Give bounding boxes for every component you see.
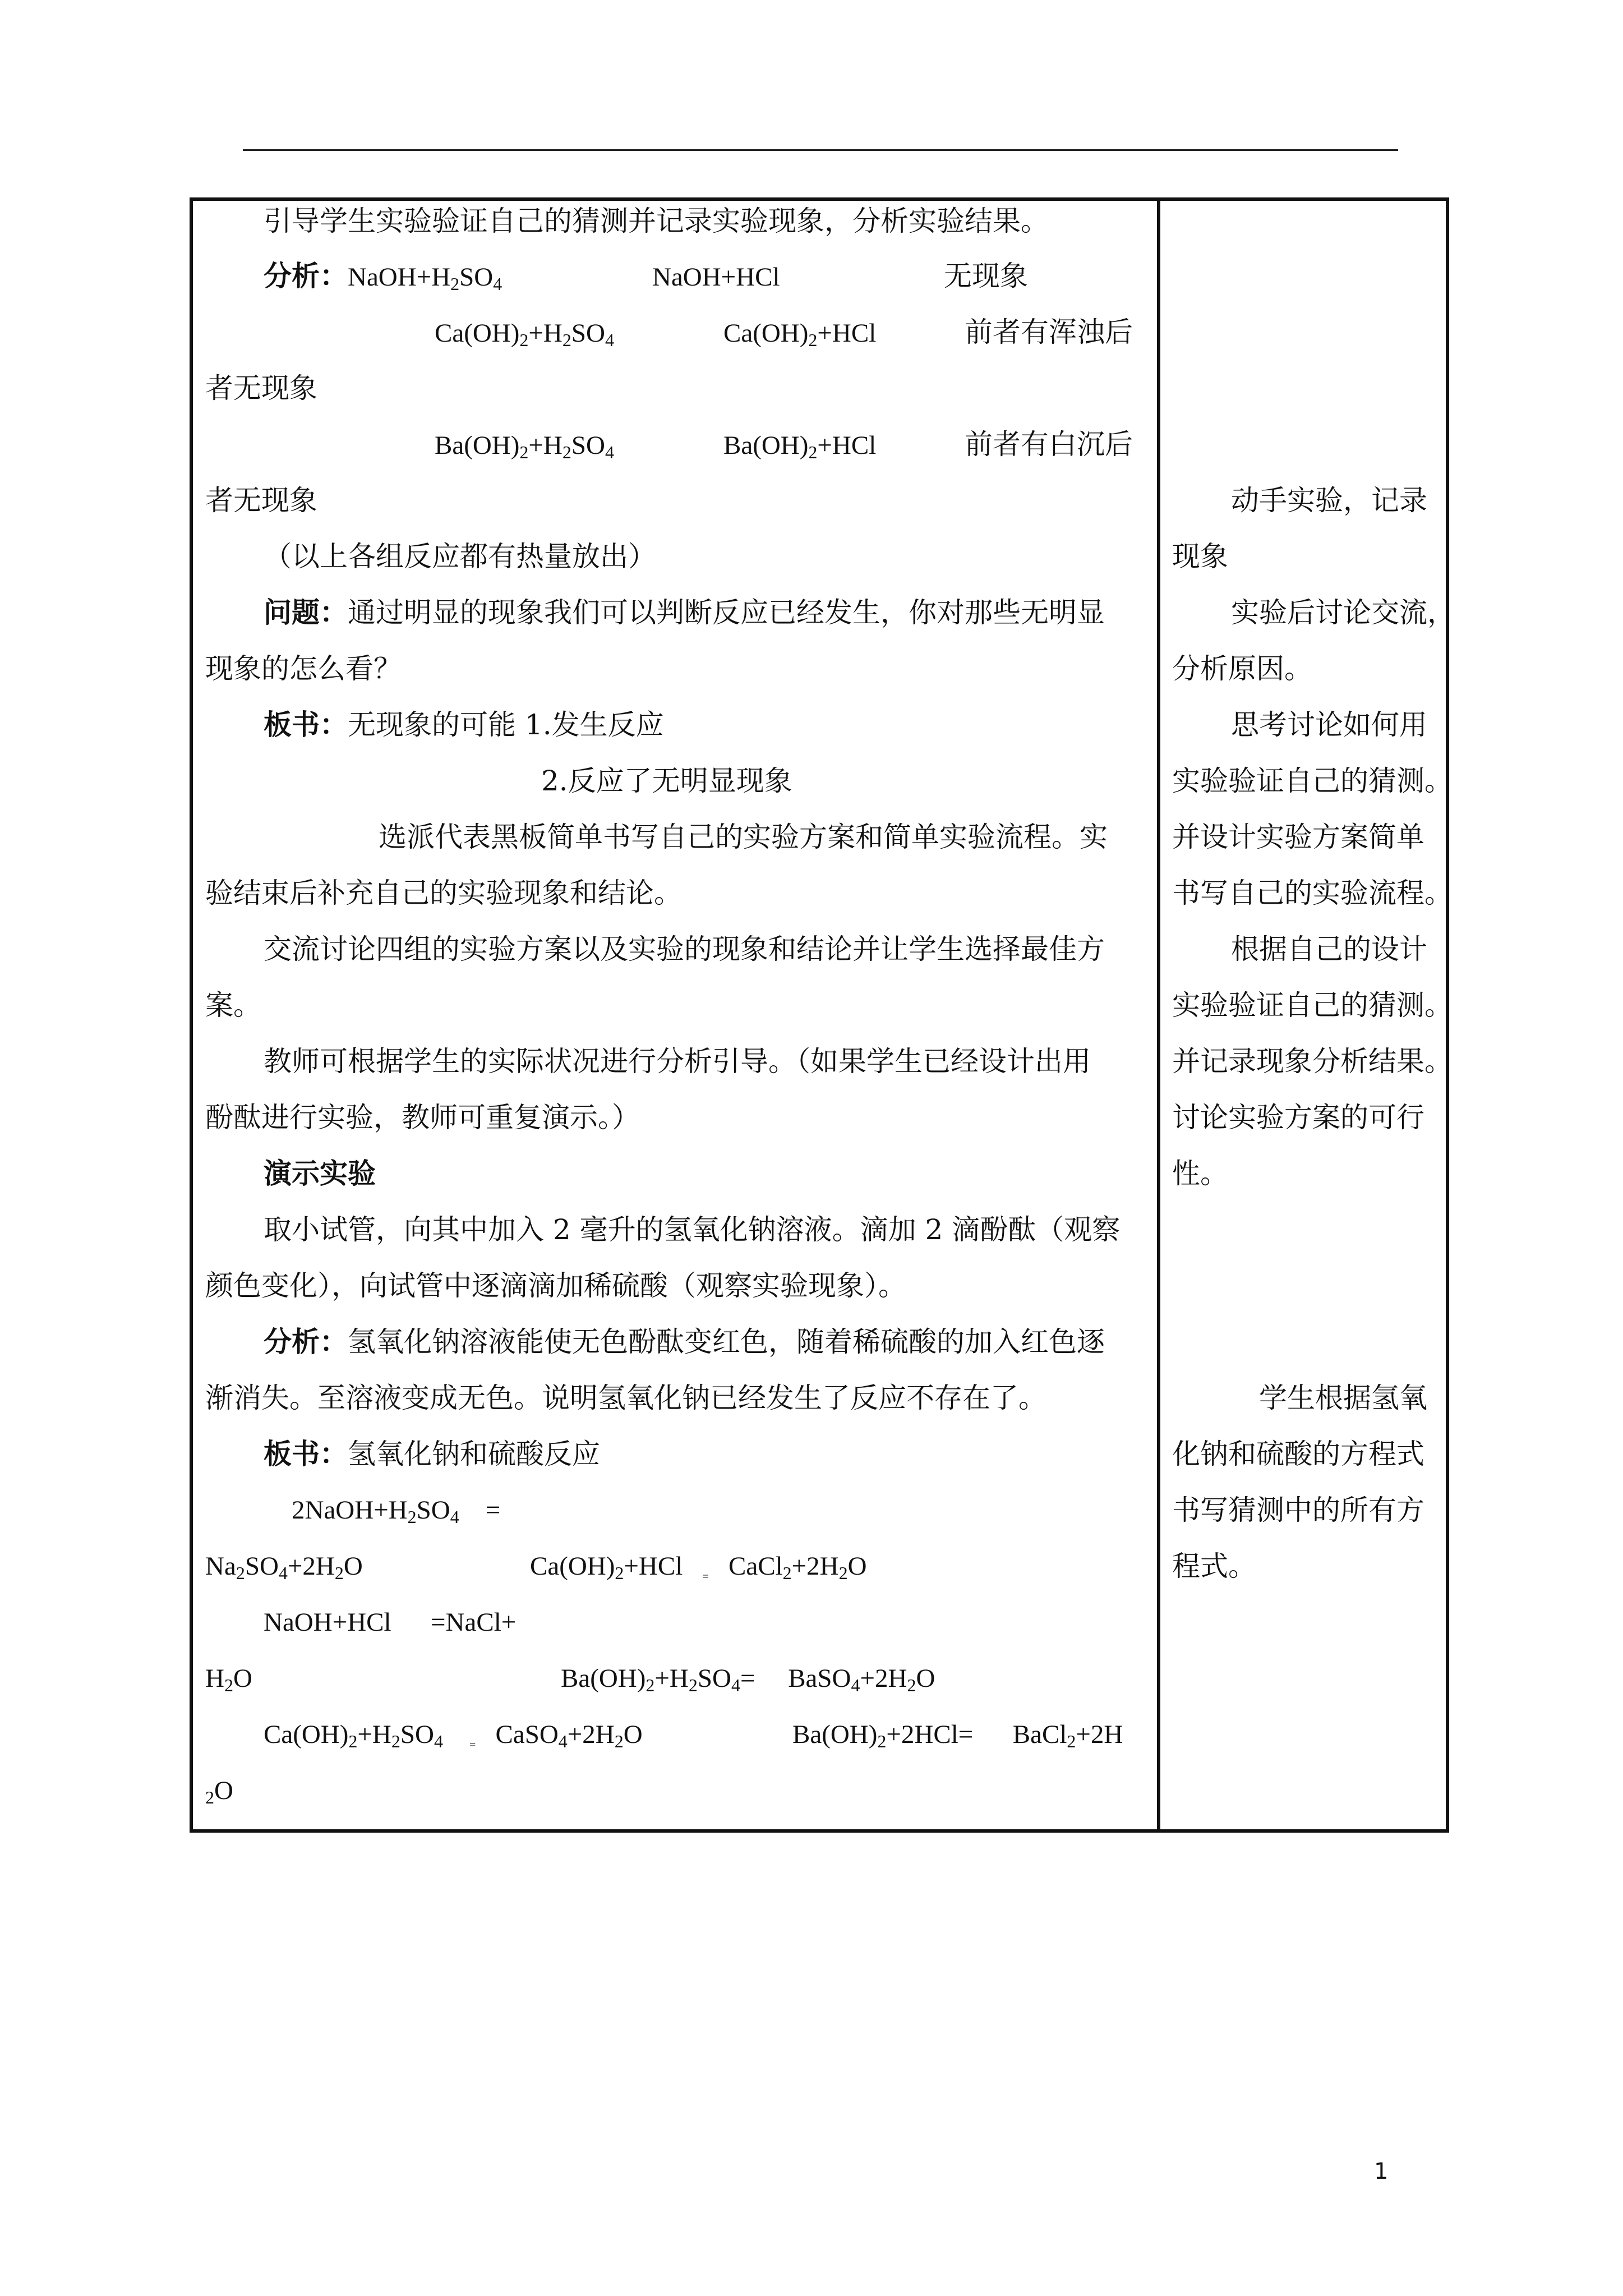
equation-baoh2-h2so4: $Ba(OH)_2+H_2SO_4$ bbox=[435, 431, 614, 462]
equation-naoh-h2so4: $NaOH+H_2SO_4$ bbox=[348, 263, 502, 294]
intro-text: 引导学生实验验证自己的猜测并记录实验现象，分析实验结果。 bbox=[264, 205, 1049, 237]
demo-text-line2: 颜色变化），向试管中逐滴滴加稀硫酸（观察实验现象）。 bbox=[205, 1269, 906, 1302]
activity-line-6: 实验验证自己的猜测。 bbox=[1172, 765, 1453, 797]
question-text-line1: 通过明显的现象我们可以判断反应已经发生，你对那些无明显 bbox=[348, 596, 1105, 629]
activity-line-16: 书写猜测中的所有方 bbox=[1172, 1494, 1424, 1526]
equation-baoh2-h2so4-balanced: $Ba(OH)_2+H_2SO_4=$ $BaSO_4+2H_2O$ bbox=[561, 1664, 935, 1695]
discussion-text-line1: 交流讨论四组的实验方案以及实验的现象和结论并让学生选择最佳方 bbox=[264, 933, 1105, 965]
activity-line-3: 实验后讨论交流， bbox=[1231, 596, 1455, 629]
equation-baoh2-2hcl-balanced: $Ba(OH)_2+2HCl=$ BaCl$_2$+2H bbox=[792, 1720, 1123, 1751]
activity-line-9: 根据自己的设计 bbox=[1231, 933, 1427, 965]
demo-text-line1: 取小试管，向其中加入 2 毫升的氢氧化钠溶液。滴加 2 滴酚酞（观察 bbox=[264, 1213, 1121, 1246]
page-number: 1 bbox=[1374, 2159, 1389, 2184]
activity-line-15: 化钠和硫酸的方程式 bbox=[1172, 1438, 1424, 1470]
question-label: 问题： bbox=[264, 596, 348, 629]
equation-h2o-continuation: $H_2O$ bbox=[205, 1664, 252, 1695]
result-turbid-end: 者无现象 bbox=[205, 372, 317, 404]
activity-line-14: 学生根据氢氧 bbox=[1259, 1382, 1427, 1414]
activity-line-10: 实验验证自己的猜测。 bbox=[1172, 989, 1453, 1022]
demo-heading: 演示实验 bbox=[264, 1157, 376, 1190]
board-note-line1: 无现象的可能 1.发生反应 bbox=[348, 708, 664, 741]
activity-line-2: 现象 bbox=[1172, 540, 1228, 573]
equation-na2so4-product: $Na_2SO_4+2H_2O$ bbox=[205, 1552, 363, 1583]
activity-line-4: 分析原因。 bbox=[1172, 652, 1312, 685]
equation-h2o-wrap: $_2$O bbox=[205, 1776, 233, 1807]
board-note2-label: 板书： bbox=[264, 1437, 348, 1470]
equation-2naoh-h2so4: $2NaOH+H_2SO_4$ = bbox=[292, 1496, 501, 1527]
table-column-divider bbox=[1157, 197, 1160, 1833]
result-precipitate-end: 者无现象 bbox=[205, 484, 317, 517]
board-note-label: 板书： bbox=[264, 708, 348, 741]
activity-line-5: 思考讨论如何用 bbox=[1231, 708, 1427, 741]
question-text-line2: 现象的怎么看？ bbox=[205, 652, 402, 685]
analysis2-text-line2: 渐消失。至溶液变成无色。说明氢氧化钠已经发生了反应不存在了。 bbox=[205, 1382, 1046, 1414]
analysis2-label: 分析： bbox=[264, 1325, 348, 1358]
result-no-phenomenon: 无现象 bbox=[944, 260, 1028, 292]
equation-naoh-hcl: NaOH+HCl bbox=[652, 263, 780, 292]
result-turbid-start: 前者有浑浊后 bbox=[965, 316, 1133, 348]
activity-line-11: 并记录现象分析结果。 bbox=[1172, 1045, 1453, 1078]
plan-text-line1: 选派代表黑板简单书写自己的实验方案和简单实验流程。实 bbox=[379, 821, 1108, 853]
discussion-text-line2: 案。 bbox=[205, 989, 261, 1022]
heat-note: （以上各组反应都有热量放出） bbox=[264, 540, 656, 573]
teacher-guidance-line1: 教师可根据学生的实际状况进行分析引导。（如果学生已经设计出用 bbox=[264, 1045, 1091, 1078]
activity-line-7: 并设计实验方案简单 bbox=[1172, 821, 1424, 853]
activity-line-1: 动手实验，记录 bbox=[1231, 484, 1427, 517]
equation-caoh2-hcl: $Ca(OH)_2+HCl$ bbox=[723, 319, 877, 350]
plan-text-line2: 验结束后补充自己的实验现象和结论。 bbox=[205, 877, 682, 909]
equation-caoh2-hcl-balanced: $Ca(OH)_2+HCl$ $_=$ $CaCl_2+2H_2O$ bbox=[530, 1552, 867, 1583]
analysis2-text-line1: 氢氧化钠溶液能使无色酚酞变红色，随着稀硫酸的加入红色逐 bbox=[348, 1326, 1105, 1358]
activity-line-13: 性。 bbox=[1172, 1157, 1228, 1190]
equation-caoh2-h2so4-balanced: $Ca(OH)_2+H_2SO_4$ $_=$ $CaSO_4+2H_2O$ bbox=[264, 1720, 643, 1751]
header-rule bbox=[243, 149, 1398, 151]
activity-line-17: 程式。 bbox=[1172, 1550, 1256, 1582]
result-precipitate-start: 前者有白沉后 bbox=[965, 428, 1133, 461]
equation-caoh2-h2so4: $Ca(OH)_2+H_2SO_4$ bbox=[435, 319, 614, 350]
activity-line-12: 讨论实验方案的可行 bbox=[1172, 1101, 1424, 1134]
board-note-line2: 2.反应了无明显现象 bbox=[541, 765, 792, 797]
analysis-label: 分析： bbox=[264, 259, 348, 292]
board-note2-text: 氢氧化钠和硫酸反应 bbox=[348, 1438, 600, 1470]
teacher-guidance-line2: 酚酞进行实验，教师可重复演示。） bbox=[205, 1101, 640, 1134]
equation-baoh2-hcl: $Ba(OH)_2+HCl$ bbox=[723, 431, 877, 462]
activity-line-8: 书写自己的实验流程。 bbox=[1172, 877, 1453, 909]
equation-naoh-hcl-balanced: NaOH+HCl =NaCl+ bbox=[264, 1608, 517, 1637]
